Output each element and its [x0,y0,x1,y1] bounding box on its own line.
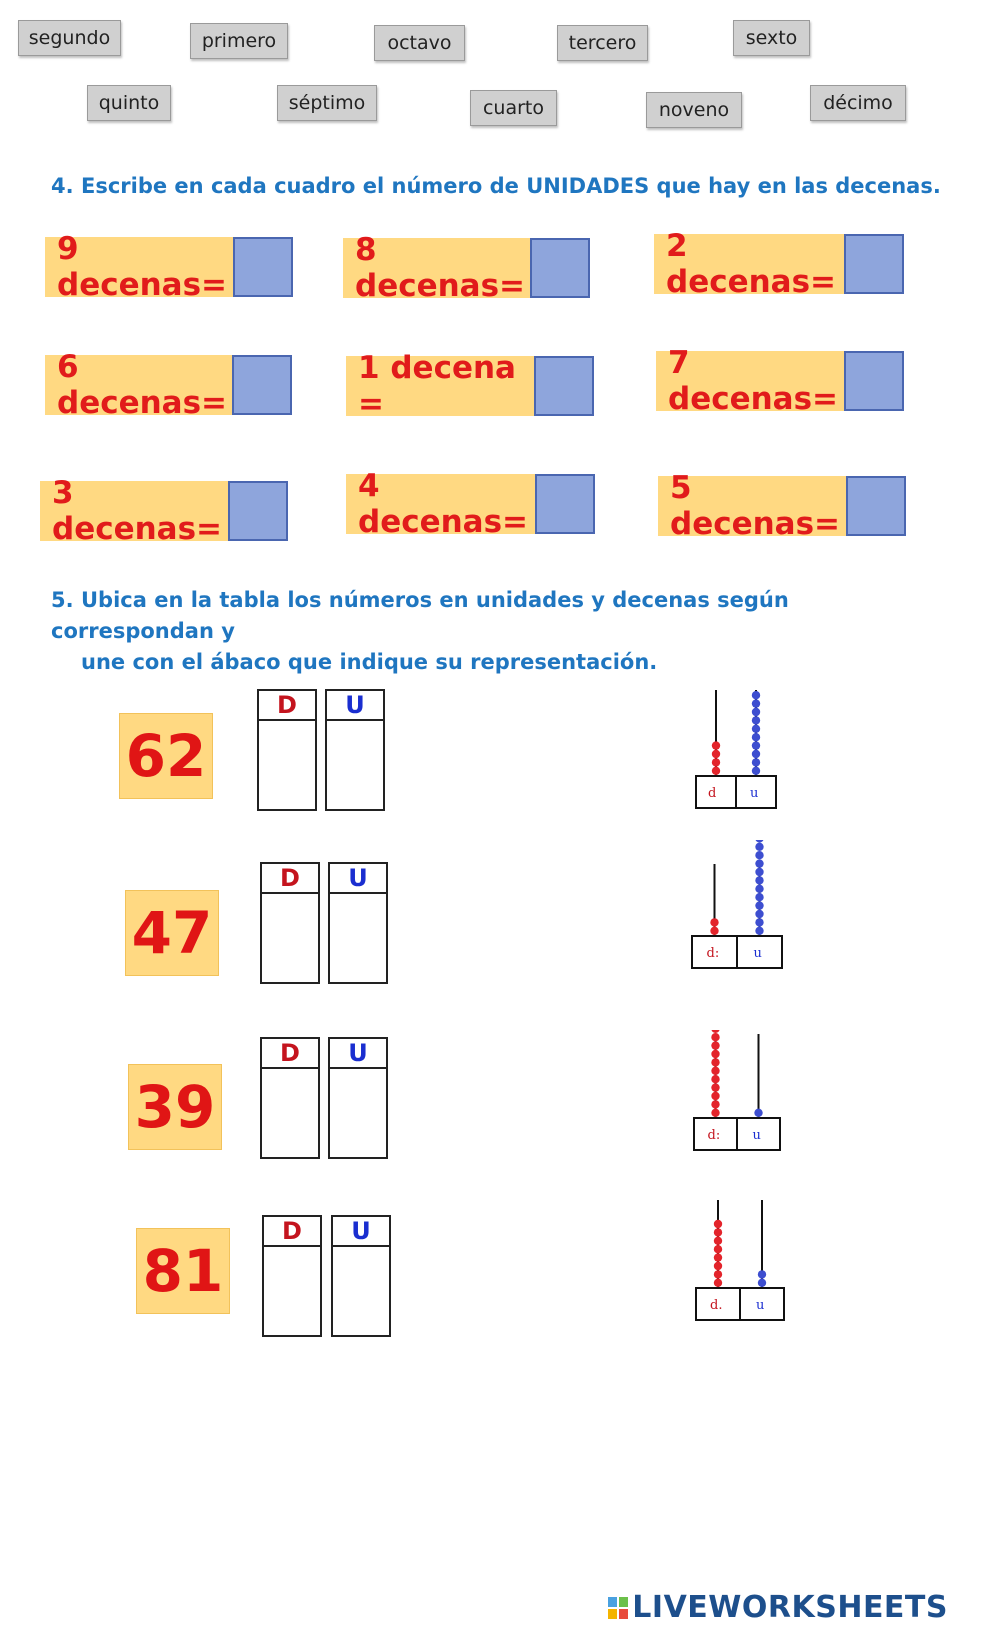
tens-bead [712,750,720,758]
tens-bead [711,1067,719,1075]
units-base-label: u [750,786,759,801]
abacus-4[interactable] [692,1196,788,1324]
tens-bead [712,741,720,749]
decenas-label: 5 decenas= [658,476,846,536]
tens-base-label: d: [707,1128,721,1143]
unit-bead [752,725,760,733]
unit-bead [752,708,760,716]
answer-box[interactable] [846,476,906,536]
tens-header: D [262,1039,318,1069]
answer-box[interactable] [530,238,590,298]
tens-column[interactable] [262,1215,322,1337]
units-header: U [330,1039,386,1069]
word-tile-quinto[interactable]: quinto [87,85,171,121]
units-header: U [333,1217,389,1247]
unit-bead [755,893,763,901]
unit-bead [755,885,763,893]
unit-bead [758,1270,766,1278]
word-tile-noveno[interactable]: noveno [646,92,742,128]
answer-box[interactable] [534,356,594,416]
unit-bead [755,851,763,859]
decenas-item [656,345,904,417]
tens-header: D [259,691,315,721]
tens-bead [711,1083,719,1091]
answer-box[interactable] [844,234,904,294]
answer-box[interactable] [228,481,288,541]
decenas-label: 9 decenas= [45,237,233,297]
units-base-label: u [752,1128,761,1143]
tens-bead [711,1030,719,1033]
tens-base-label: d: [706,946,720,961]
liveworksheets-brand: LIVEWORKSHEETS [632,1590,948,1625]
units-header: U [330,864,386,894]
tens-bead [714,1279,722,1287]
units-base-label: u [753,946,762,961]
section5-number: 5. [51,588,74,612]
tens-bead [711,1109,719,1117]
decenas-item [45,231,293,303]
tens-bead [711,1100,719,1108]
decenas-label: 2 decenas= [654,234,844,294]
tens-header: D [262,864,318,894]
unit-bead [752,733,760,741]
tens-bead [714,1270,722,1278]
tens-bead [712,767,720,775]
unit-bead [755,910,763,918]
decenas-label: 3 decenas= [40,481,228,541]
units-header: U [327,691,383,721]
decenas-item [343,232,590,304]
unit-bead [754,1109,762,1117]
section4-number: 4. [51,174,74,198]
unit-bead [755,927,763,935]
word-tile-septimo[interactable]: séptimo [277,85,377,121]
number-card-47: 47 [125,890,219,976]
units-base-label: u [756,1298,765,1313]
unit-bead [752,750,760,758]
unit-bead [755,840,763,843]
unit-bead [755,918,763,926]
decenas-label: 4 decenas= [346,474,535,534]
tens-bead [710,927,718,935]
word-tile-sexto[interactable]: sexto [733,20,810,56]
number-card-39: 39 [128,1064,222,1150]
section5-line2: une con el ábaco que indique su representación. [81,650,658,674]
unit-bead [752,716,760,724]
tens-bead [711,1058,719,1066]
number-card-81: 81 [136,1228,230,1314]
tens-header: D [264,1217,320,1247]
abacus-3[interactable] [690,1030,784,1154]
tens-bead [711,1092,719,1100]
tens-bead [711,1050,719,1058]
decenas-item [40,475,288,547]
word-tile-decimo[interactable]: décimo [810,85,906,121]
unit-bead [752,691,760,699]
liveworksheets-mark-icon [608,1597,628,1619]
tens-base-label: d [708,786,717,801]
units-column[interactable] [331,1215,391,1337]
decenas-label: 7 decenas= [656,351,844,411]
section5-instruction [51,585,951,678]
word-tile-primero[interactable]: primero [190,23,288,59]
abacus-2[interactable] [688,840,784,970]
decenas-item [45,349,292,421]
unit-bead [755,859,763,867]
section4-text: Escribe en cada cuadro el número de UNIDADES que hay en las decenas. [81,174,941,198]
unit-bead [755,876,763,884]
answer-box[interactable] [232,355,292,415]
tens-bead [711,1075,719,1083]
answer-box[interactable] [844,351,904,411]
section4-instruction [51,171,951,202]
tens-bead [714,1220,722,1228]
liveworksheets-logo [608,1590,948,1625]
unit-bead [755,843,763,851]
decenas-item [346,468,595,540]
tens-bead [714,1228,722,1236]
tens-bead [714,1253,722,1261]
decenas-label: 6 decenas= [45,355,232,415]
unit-bead [758,1279,766,1287]
unit-bead [752,741,760,749]
word-tile-tercero[interactable]: tercero [557,25,648,61]
decenas-item [654,228,904,300]
units-column[interactable] [328,862,388,984]
answer-box[interactable] [535,474,595,534]
decenas-label: 1 decena = [346,356,534,416]
decenas-label: 8 decenas= [343,238,530,298]
tens-column[interactable] [257,689,317,811]
word-tile-octavo[interactable]: octavo [374,25,465,61]
tens-bead [710,918,718,926]
tens-column[interactable] [260,1037,320,1159]
tens-bead [711,1033,719,1041]
tens-bead [712,758,720,766]
word-tile-cuarto[interactable]: cuarto [470,90,557,126]
unit-bead [755,868,763,876]
units-column[interactable] [328,1037,388,1159]
tens-base-label: d. [710,1298,723,1313]
answer-box[interactable] [233,237,293,297]
unit-bead [752,767,760,775]
word-tile-segundo[interactable]: segundo [18,20,121,56]
tens-bead [714,1262,722,1270]
unit-bead [752,758,760,766]
unit-bead [755,901,763,909]
abacus-1[interactable] [692,688,784,810]
unit-bead [752,699,760,707]
tens-bead [714,1237,722,1245]
tens-bead [711,1041,719,1049]
units-column[interactable] [325,689,385,811]
tens-column[interactable] [260,862,320,984]
decenas-item [658,470,906,542]
tens-bead [714,1245,722,1253]
section5-line1: Ubica en la tabla los números en unidades y decenas según correspondan y [51,588,789,643]
number-card-62: 62 [119,713,213,799]
decenas-item [346,350,594,422]
